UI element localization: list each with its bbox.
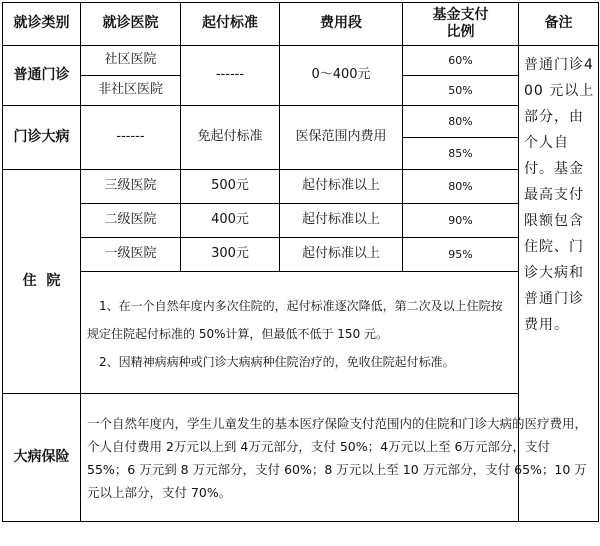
ratio-major-outpatient-2: 85% [403, 138, 519, 170]
category-major-outpatient: 门诊大病 [3, 106, 81, 170]
ratio-level-2: 90% [403, 204, 519, 238]
threshold-level-1: 300元 [181, 238, 280, 272]
threshold-major-outpatient: 免起付标准 [181, 106, 280, 170]
table-row [3, 238, 599, 272]
policy-document [2, 2, 599, 522]
cost-range-outpatient: 0～400元 [280, 46, 403, 106]
ratio-community: 60% [403, 46, 519, 76]
ratio-non-community: 50% [403, 76, 519, 106]
major-illness-text: 一个自然年度内，学生儿童发生的基本医疗保险支付范围内的住院和门诊大病的医疗费用，个人自付费用 2万元以上到 4万元部分，支付 50%；4万元以上至 6万元部分，支付 55%；6 万元到 8 万元部分，支付 60%；8 万元以上至 10 万元部分，支付 65%；10 万元以上部分，支付 70%。 [81, 394, 599, 522]
category-major-illness: 大病保险 [3, 394, 81, 522]
ratio-level-1: 95% [403, 238, 519, 272]
header-ratio-line1: 基金支付 [432, 6, 489, 23]
table-row [3, 46, 599, 76]
header-ratio-line2: 比例 [446, 24, 475, 40]
category-outpatient: 普通门诊 [3, 46, 81, 106]
inpatient-rules [81, 272, 519, 394]
table-row [3, 204, 599, 238]
threshold-level-3: 500元 [181, 170, 280, 204]
cost-range-level-1: 起付标准以上 [280, 238, 403, 272]
table-row [3, 394, 599, 522]
hospital-level-2: 二级医院 [81, 204, 181, 238]
ratio-level-3: 80% [403, 170, 519, 204]
threshold-level-2: 400元 [181, 204, 280, 238]
ratio-major-outpatient-1: 80% [403, 106, 519, 138]
inpatient-rule-1: 1、在一个自然年度内多次住院的，起付标准逐次降低，第二次及以上住院按规定住院起付标准的 50%计算，但最低不低于 150 元。 [87, 298, 503, 341]
table-row [3, 272, 599, 394]
header-note: 备注 [519, 3, 599, 46]
header-hospital: 就诊医院 [81, 3, 181, 46]
header-row [3, 3, 599, 46]
hospital-major-outpatient: ------ [81, 106, 181, 170]
hospital-level-1: 一级医院 [81, 238, 181, 272]
table-row [3, 170, 599, 204]
inpatient-rule-2: 2、因精神病病种或门诊大病病种住院治疗的，免收住院起付标准。 [99, 354, 455, 369]
cost-range-level-2: 起付标准以上 [280, 204, 403, 238]
hospital-level-3: 三级医院 [81, 170, 181, 204]
category-inpatient: 住 院 [3, 170, 81, 394]
cost-range-major-outpatient: 医保范围内费用 [280, 106, 403, 170]
header-ratio [403, 3, 519, 46]
hospital-community: 社区医院 [81, 46, 181, 76]
threshold-outpatient: ------ [181, 46, 280, 106]
header-threshold: 起付标准 [181, 3, 280, 46]
header-category: 就诊类别 [3, 3, 81, 46]
medical-insurance-table [2, 2, 599, 522]
table-row [3, 106, 599, 138]
header-cost-range: 费用段 [280, 3, 403, 46]
cost-range-level-3: 起付标准以上 [280, 170, 403, 204]
remarks-cell: 普通门诊400 元以上部分，由个人自付。基金最高支付限额包含住院、门诊大病和普通门诊费用。 [519, 46, 599, 522]
hospital-non-community: 非社区医院 [81, 76, 181, 106]
